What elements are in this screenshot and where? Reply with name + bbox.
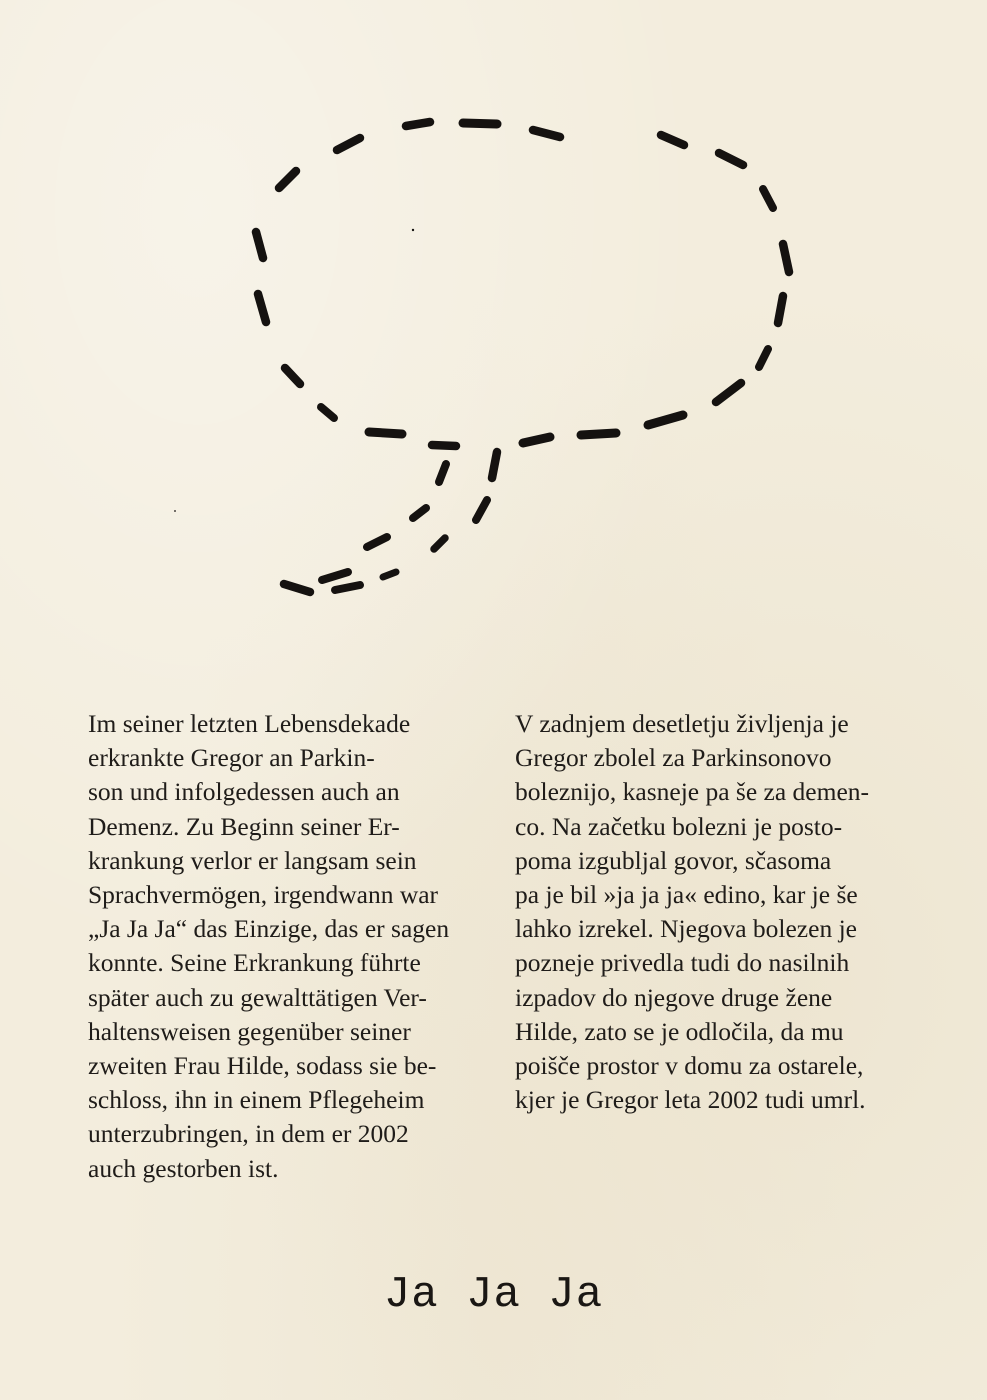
bubble-dash bbox=[321, 407, 334, 418]
text-line: schloss, ihn in einem Pflegeheim bbox=[88, 1085, 425, 1115]
bubble-dash bbox=[367, 537, 387, 547]
bubble-dash bbox=[279, 171, 296, 188]
bubble-dash bbox=[284, 584, 310, 592]
bubble-dash bbox=[533, 130, 560, 137]
text-line: boleznijo, kasneje pa še za demen- bbox=[515, 777, 870, 807]
text-line: lahko izrekel. Njegova bolezen je bbox=[515, 914, 857, 944]
text-line: Gregor zbolel za Parkinsonovo bbox=[515, 743, 832, 773]
bubble-dash bbox=[661, 135, 684, 145]
bubble-dash bbox=[256, 232, 263, 258]
text-line: poma izgubljal govor, sčasoma bbox=[515, 845, 832, 875]
bubble-dash bbox=[369, 432, 402, 434]
text-line: später auch zu gewalttätigen Ver- bbox=[88, 982, 427, 1012]
bubble-dash bbox=[439, 464, 446, 482]
text-line: pozneje privedla tudi do nasilnih bbox=[515, 948, 850, 978]
text-line: co. Na začetku bolezni je posto- bbox=[515, 811, 843, 841]
bubble-dash bbox=[335, 585, 360, 590]
text-line: unterzubringen, in dem er 2002 bbox=[88, 1119, 409, 1149]
bubble-dash bbox=[763, 189, 773, 208]
bubble-dash bbox=[719, 153, 743, 165]
bubble-dash bbox=[383, 572, 396, 577]
text-line: Im seiner letzten Lebensdekade bbox=[88, 709, 411, 738]
bubble-dash bbox=[783, 244, 789, 272]
bubble-dash bbox=[476, 500, 487, 520]
text-line: krankung verlor er langsam sein bbox=[88, 845, 417, 875]
text-line: V zadnjem desetletju življenja je bbox=[515, 709, 849, 738]
bubble-dash bbox=[434, 538, 445, 549]
bubble-dash bbox=[413, 508, 426, 518]
bubble-dash bbox=[258, 294, 266, 322]
text-line: Sprachvermögen, irgendwann war bbox=[88, 880, 439, 910]
stray-dots bbox=[174, 229, 414, 512]
text-line: izpadov do njegove druge žene bbox=[515, 982, 833, 1012]
text-line: Demenz. Zu Beginn seiner Er- bbox=[88, 811, 400, 841]
bubble-dash bbox=[406, 122, 430, 126]
text-line: pa je bil »ja ja ja« edino, kar je še bbox=[515, 880, 858, 910]
text-line: poišče prostor v domu za ostarele, bbox=[515, 1051, 864, 1081]
bubble-dash bbox=[285, 368, 300, 384]
text-line: haltensweisen gegenüber seiner bbox=[88, 1016, 411, 1046]
bubble-dash bbox=[492, 452, 497, 478]
text-line: konnte. Seine Erkrankung führte bbox=[88, 948, 421, 978]
bubble-dash bbox=[759, 349, 768, 367]
bubble-dash bbox=[322, 572, 348, 580]
bubble-dash bbox=[581, 433, 616, 435]
text-line: Hilde, zato se je odločila, da mu bbox=[515, 1016, 844, 1046]
bubble-dash bbox=[778, 296, 783, 323]
bubble-dash bbox=[716, 383, 741, 402]
bubble-dash bbox=[523, 437, 550, 443]
text-line: zweiten Frau Hilde, sodass sie be- bbox=[88, 1051, 437, 1081]
text-line: son und infolgedessen auch an bbox=[88, 777, 400, 807]
text-line: „Ja Ja Ja“ das Einzige, das er sagen bbox=[88, 914, 450, 944]
bubble-dash bbox=[337, 138, 360, 150]
bubble-dash bbox=[463, 123, 497, 124]
bubble-dash bbox=[432, 445, 456, 446]
bubble-dash bbox=[648, 415, 683, 425]
dashed-speech-bubble-icon bbox=[0, 0, 987, 640]
page-title: Ja Ja Ja bbox=[383, 1270, 604, 1320]
german-text-column bbox=[88, 707, 488, 1186]
text-line: auch gestorben ist. bbox=[88, 1153, 279, 1183]
text-line: kjer je Gregor leta 2002 tudi umrl. bbox=[515, 1085, 866, 1115]
slovenian-text-column bbox=[515, 707, 915, 1117]
text-line: erkrankte Gregor an Parkin- bbox=[88, 743, 375, 773]
